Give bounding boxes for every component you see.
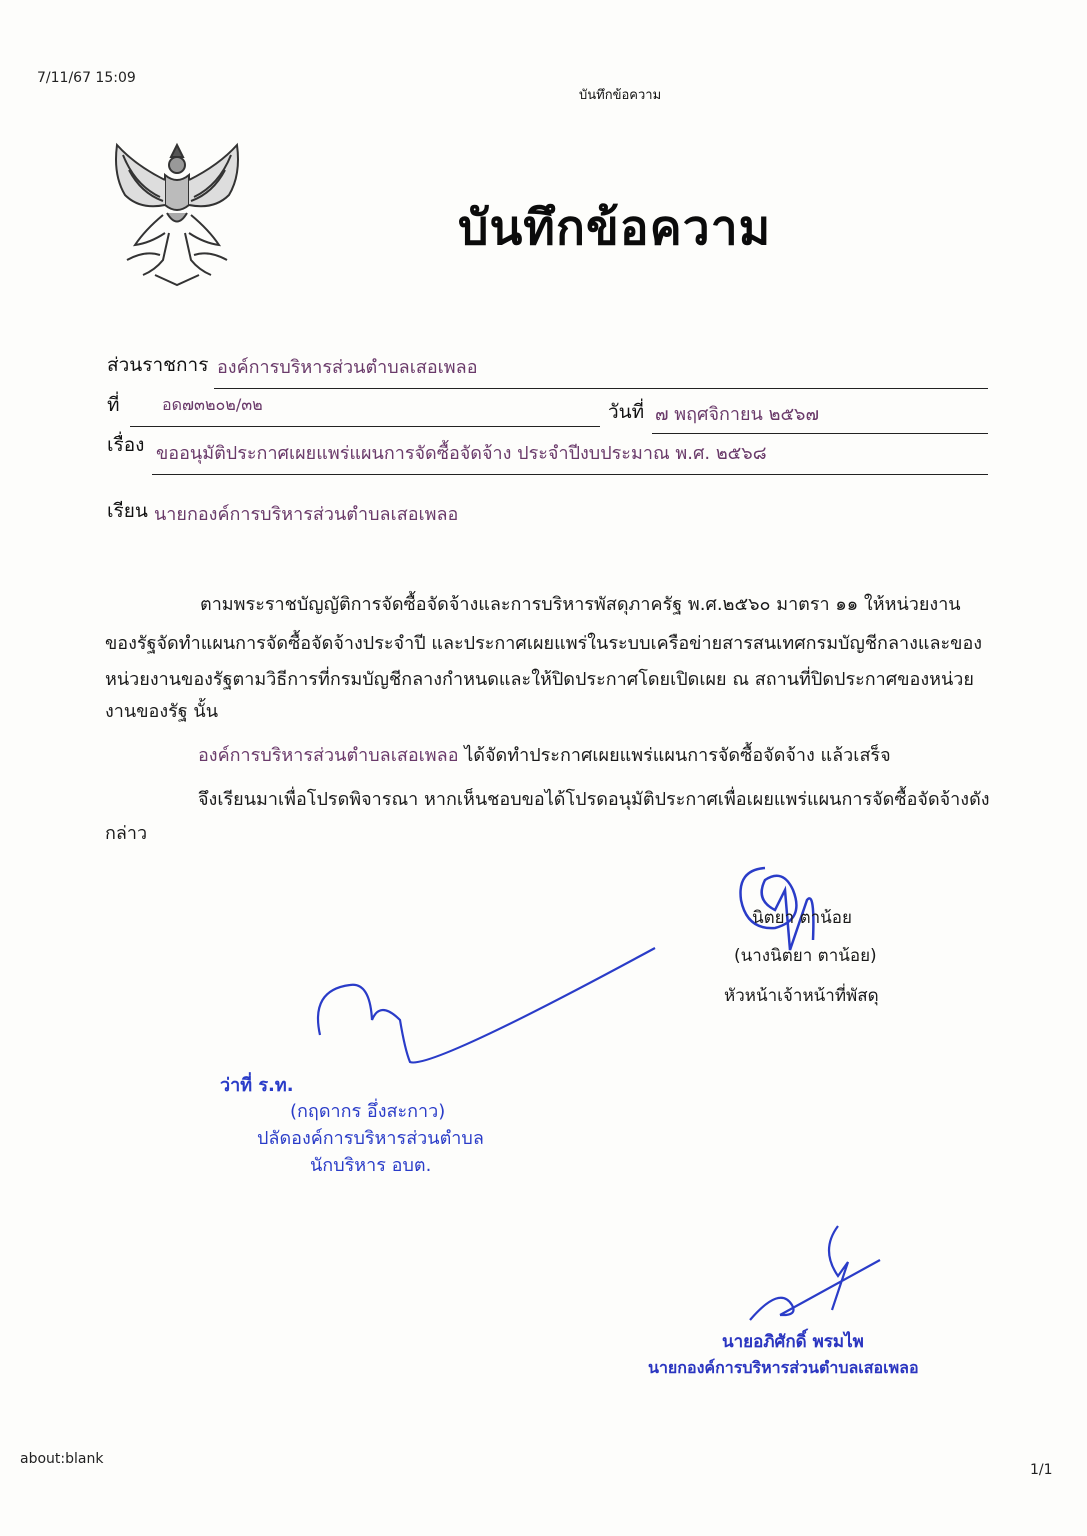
mayor-position: นายกองค์การบริหารส่วนตำบลเสอเพลอ [648,1358,919,1377]
agency-label: ส่วนราชการ [107,354,209,376]
officer-signed-name: นิตยา ตาน้อย [752,908,852,928]
body-p2 [198,740,891,769]
body-p1-line1: ตามพระราชบัญญัติการจัดซื้อจัดจ้างและการบริหารพัสดุภาครัฐ พ.ศ.๒๕๖๐ มาตรา ๑๑ ให้หน่วยงาน [200,594,961,615]
mayor-signature-scribble [720,1220,900,1340]
body-p1-line3: หน่วยงานของรัฐตามวิธีการที่กรมบัญชีกลางกำหนดและให้ปิดประกาศโดยเปิดเผย ณ สถานที่ปิดประกาศของหน่วย [105,669,974,690]
body-p3-line2: กล่าว [105,823,148,844]
officer-printed-name: (นางนิตยา ตาน้อย) [734,946,877,966]
acting-rank: ว่าที่ ร.ท. [220,1075,294,1096]
officer-position: หัวหน้าเจ้าหน้าที่พัสดุ [724,986,879,1006]
acting-printed-name: (กฤดากร อึ่งสะกาว) [290,1101,446,1122]
date-value: ๗ พฤศจิกายน ๒๕๖๗ [655,404,820,425]
print-url: about:blank [20,1451,104,1467]
body-p1-line2: ของรัฐจัดทำแผนการจัดซื้อจัดจ้างประจำปี และประกาศเผยแพร่ในระบบเครือข่ายสารสนเทศกรมบัญชีกลางและของ [105,633,983,654]
acting-title: นักบริหาร อบต. [310,1155,432,1176]
acting-signature-scribble [310,940,670,1070]
agency-underline [214,388,988,389]
acting-position: ปลัดองค์การบริหารส่วนตำบล [257,1128,484,1149]
mayor-name: นายอภิศักดิ์ พรมไพ [722,1332,864,1352]
print-page-number: 1/1 [1030,1462,1053,1478]
date-underline [652,433,988,434]
body-p2-org: องค์การบริหารส่วนตำบลเสอเพลอ [198,745,459,766]
agency-value: องค์การบริหารส่วนตำบลเสอเพลอ [217,357,478,378]
ref-value: อด๗๓๒๐๒/๓๒ [162,395,263,414]
subject-value: ขออนุมัติประกาศเผยแพร่แผนการจัดซื้อจัดจ้าง ประจำปีงบประมาณ พ.ศ. ๒๕๖๘ [156,443,767,464]
body-p3-line1: จึงเรียนมาเพื่อโปรดพิจารณา หากเห็นชอบขอได้โปรดอนุมัติประกาศเพื่อเผยแพร่แผนการจัดซื้อจัดจ้างดัง [198,789,990,810]
body-p2-rest: ได้จัดทำประกาศเผยแพร่แผนการจัดซื้อจัดจ้าง แล้วเสร็จ [458,745,891,766]
date-label: วันที่ [608,401,645,423]
to-value: นายกองค์การบริหารส่วนตำบลเสอเพลอ [154,504,459,525]
memo-title: บันทึกข้อความ [458,200,772,256]
body-p1-line4: งานของรัฐ นั้น [105,701,219,722]
ref-label: ที่ [107,394,120,416]
print-timestamp: 7/11/67 15:09 [37,70,136,86]
to-label: เรียน [107,500,148,522]
ref-underline [130,426,600,427]
subject-underline [152,474,988,475]
subject-label: เรื่อง [107,434,145,456]
garuda-emblem-icon [105,135,250,290]
print-doc-title: บันทึกข้อความ [579,88,662,103]
